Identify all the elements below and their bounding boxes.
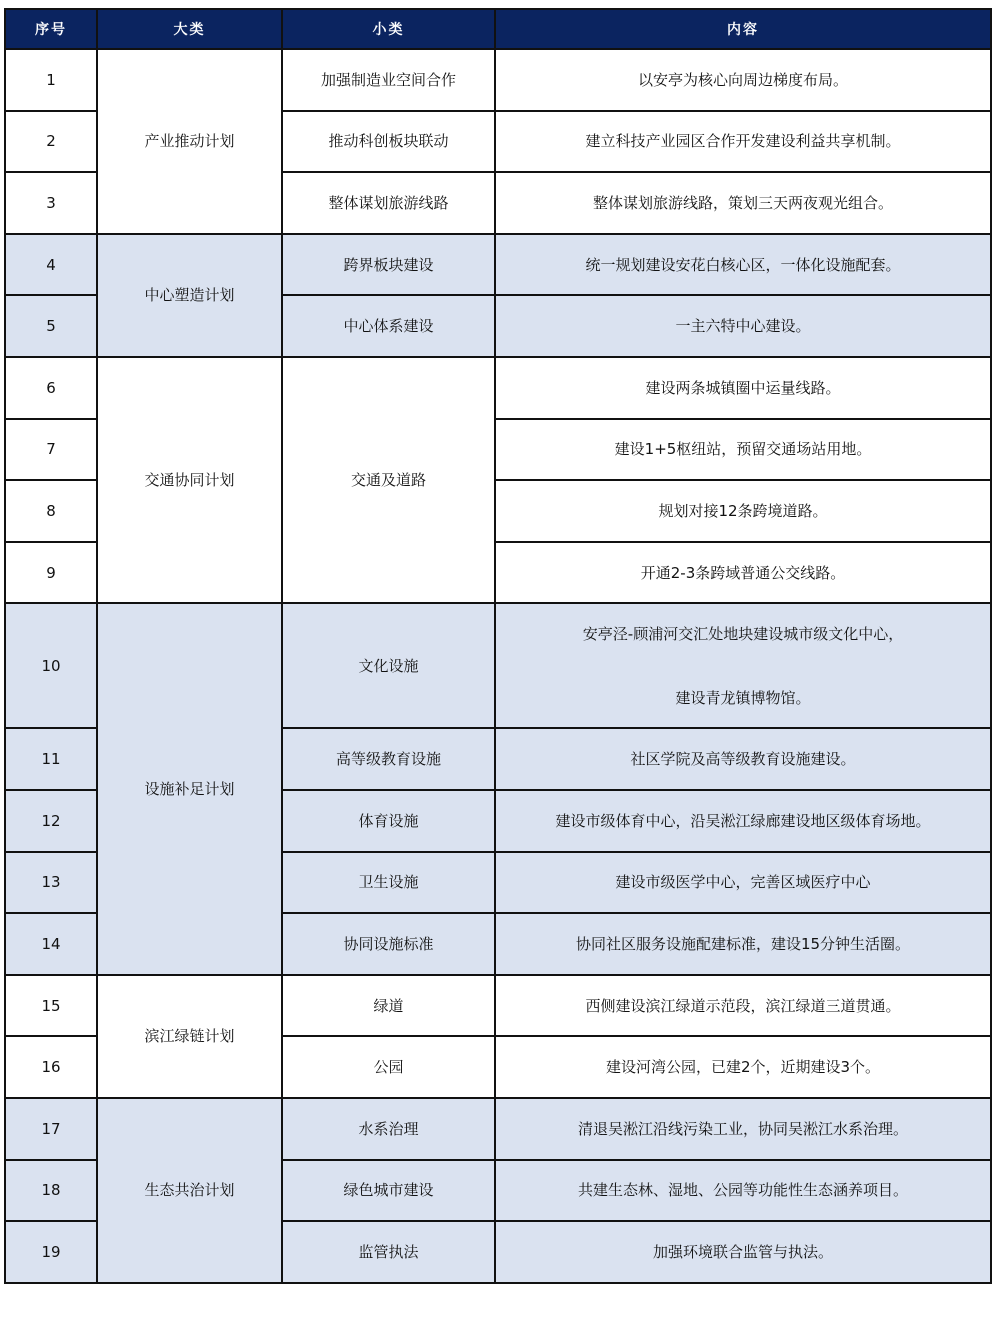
- subcategory-cell: 绿道: [282, 975, 495, 1037]
- subcategory-cell: 加强制造业空间合作: [282, 49, 495, 111]
- header-category: 大类: [97, 9, 282, 49]
- table-row: [5, 975, 991, 1037]
- content-cell: 协同社区服务设施配建标准，建设15分钟生活圈。: [495, 913, 991, 975]
- content-line-1: 安亭泾-顾浦河交汇处地块建设城市级文化中心，: [582, 624, 904, 643]
- row-number: 7: [5, 419, 97, 481]
- content-line-2: 建设青龙镇博物馆。: [675, 688, 811, 707]
- content-cell: 西侧建设滨江绿道示范段，滨江绿道三道贯通。: [495, 975, 991, 1037]
- subcategory-cell: 绿色城市建设: [282, 1160, 495, 1222]
- content-cell: 建设两条城镇圈中运量线路。: [495, 357, 991, 419]
- subcategory-cell: 水系治理: [282, 1098, 495, 1160]
- subcategory-cell: 整体谋划旅游线路: [282, 172, 495, 234]
- row-number: 12: [5, 790, 97, 852]
- content-cell: 共建生态林、湿地、公园等功能性生态涵养项目。: [495, 1160, 991, 1222]
- content-cell: 建设市级医学中心，完善区域医疗中心: [495, 852, 991, 914]
- category-cell: 滨江绿链计划: [97, 975, 282, 1098]
- subcategory-cell: 高等级教育设施: [282, 728, 495, 790]
- content-cell: 统一规划建设安花白核心区，一体化设施配套。: [495, 234, 991, 296]
- content-cell: 清退吴淞江沿线污染工业，协同吴淞江水系治理。: [495, 1098, 991, 1160]
- subcategory-cell: 卫生设施: [282, 852, 495, 914]
- content-cell: 建设河湾公园，已建2个，近期建设3个。: [495, 1036, 991, 1098]
- category-cell: 生态共治计划: [97, 1098, 282, 1283]
- row-number: 1: [5, 49, 97, 111]
- header-subcategory: 小类: [282, 9, 495, 49]
- row-number: 18: [5, 1160, 97, 1222]
- content-cell: 整体谋划旅游线路，策划三天两夜观光组合。: [495, 172, 991, 234]
- row-number: 14: [5, 913, 97, 975]
- content-cell: [495, 603, 991, 728]
- plan-table: [4, 8, 992, 1284]
- category-cell: 中心塑造计划: [97, 234, 282, 357]
- table-row: [5, 1098, 991, 1160]
- header-no: 序号: [5, 9, 97, 49]
- subcategory-cell: 体育设施: [282, 790, 495, 852]
- row-number: 2: [5, 111, 97, 173]
- row-number: 9: [5, 542, 97, 604]
- row-number: 5: [5, 295, 97, 357]
- content-cell: 建立科技产业园区合作开发建设利益共享机制。: [495, 111, 991, 173]
- category-cell: 交通协同计划: [97, 357, 282, 603]
- row-number: 8: [5, 480, 97, 542]
- content-cell: 加强环境联合监管与执法。: [495, 1221, 991, 1283]
- subcategory-cell: 中心体系建设: [282, 295, 495, 357]
- row-number: 15: [5, 975, 97, 1037]
- subcategory-cell: 推动科创板块联动: [282, 111, 495, 173]
- table-row: [5, 234, 991, 296]
- header-content: 内容: [495, 9, 991, 49]
- row-number: 19: [5, 1221, 97, 1283]
- content-cell: 社区学院及高等级教育设施建设。: [495, 728, 991, 790]
- subcategory-cell: 公园: [282, 1036, 495, 1098]
- table-row: [5, 357, 991, 419]
- content-cell: 开通2-3条跨域普通公交线路。: [495, 542, 991, 604]
- content-cell: 建设1+5枢纽站，预留交通场站用地。: [495, 419, 991, 481]
- content-cell: 建设市级体育中心，沿吴淞江绿廊建设地区级体育场地。: [495, 790, 991, 852]
- subcategory-cell: 文化设施: [282, 603, 495, 728]
- subcategory-cell: 交通及道路: [282, 357, 495, 603]
- content-cell: 以安亭为核心向周边梯度布局。: [495, 49, 991, 111]
- row-number: 4: [5, 234, 97, 296]
- table-header-row: [5, 9, 991, 49]
- table-row: [5, 49, 991, 111]
- row-number: 16: [5, 1036, 97, 1098]
- category-cell: 产业推动计划: [97, 49, 282, 234]
- row-number: 6: [5, 357, 97, 419]
- row-number: 13: [5, 852, 97, 914]
- subcategory-cell: 监管执法: [282, 1221, 495, 1283]
- row-number: 11: [5, 728, 97, 790]
- subcategory-cell: 协同设施标准: [282, 913, 495, 975]
- row-number: 3: [5, 172, 97, 234]
- category-cell: 设施补足计划: [97, 603, 282, 974]
- subcategory-cell: 跨界板块建设: [282, 234, 495, 296]
- content-cell: 一主六特中心建设。: [495, 295, 991, 357]
- content-cell: 规划对接12条跨境道路。: [495, 480, 991, 542]
- row-number: 10: [5, 603, 97, 728]
- table-row: [5, 603, 991, 728]
- row-number: 17: [5, 1098, 97, 1160]
